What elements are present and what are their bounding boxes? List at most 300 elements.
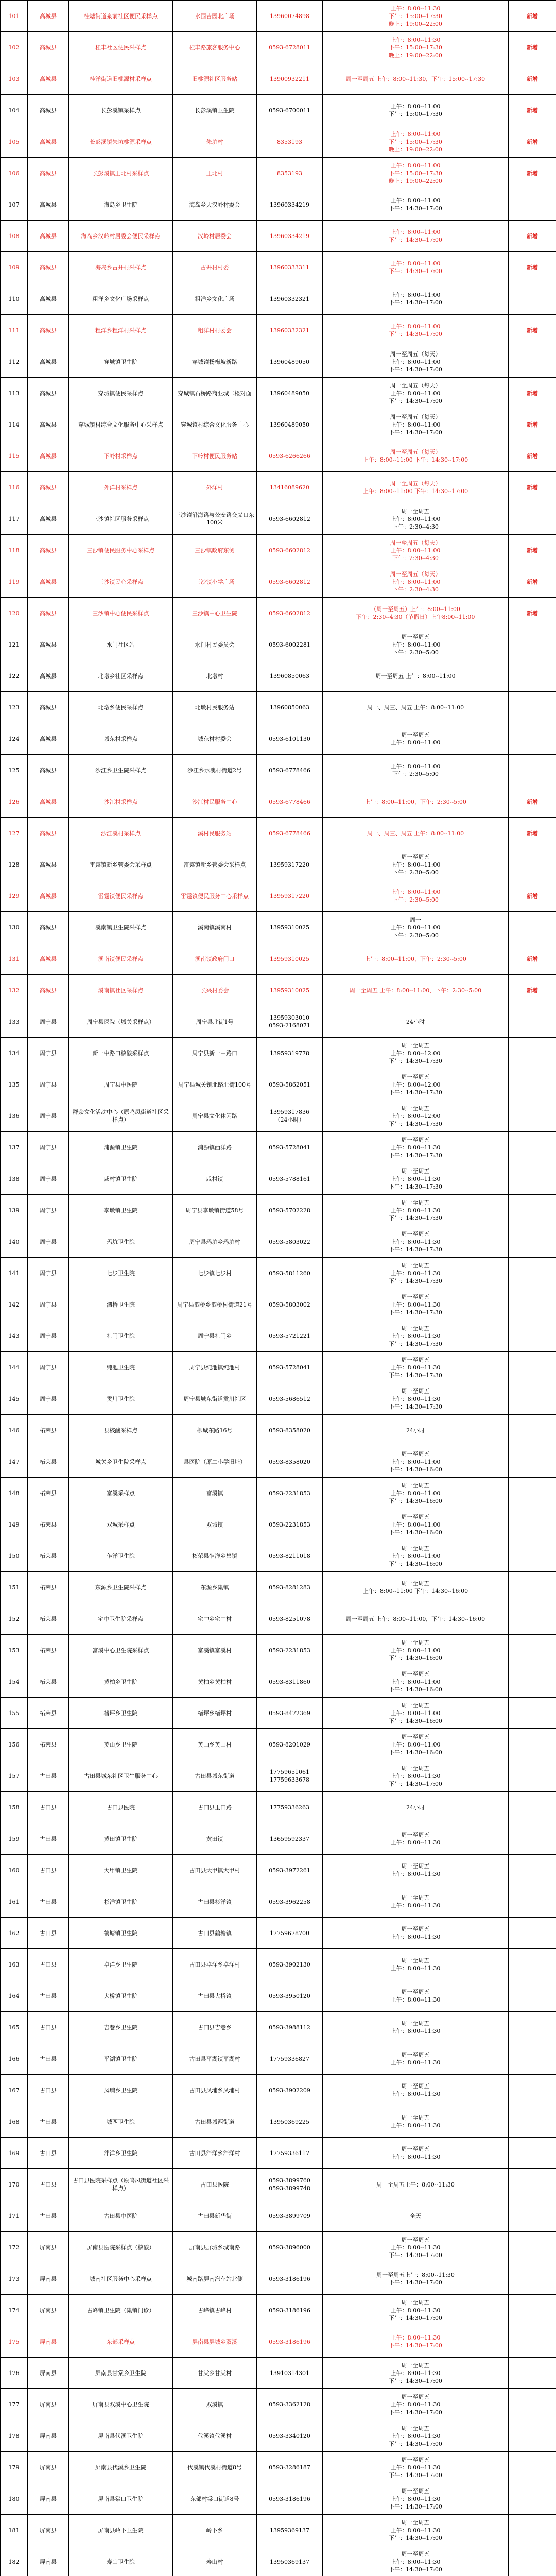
address-cell: 下岭村便民服务站 <box>173 440 257 472</box>
tag-cell <box>509 1729 556 1760</box>
site-name-cell: 屏南县医院采样点（核酸） <box>69 2232 173 2263</box>
site-name-cell: 雷霆镇新乡管委会采样点 <box>69 849 173 880</box>
phone-cell: 0593-3286187 <box>257 2452 323 2483</box>
county-cell: 高城县 <box>28 535 69 566</box>
phone-cell: 13960489050 <box>257 346 323 378</box>
phone-cell: 0593-6602812 <box>257 503 323 535</box>
site-name-cell: 浦源镇卫生院 <box>69 1132 173 1163</box>
table-row <box>1 1006 556 1038</box>
row-number: 130 <box>1 912 28 943</box>
address-cell: 周宁县玛坑乡玛坑村 <box>173 1226 257 1258</box>
hours-cell: 周一至周五 上午：8:00--11:00 下午：14:30--16:00 <box>323 1698 509 1729</box>
site-name-cell: 北墩乡便民采样点 <box>69 692 173 723</box>
table-row <box>1 1949 556 1980</box>
address-cell: 三沙镇政府东侧 <box>173 535 257 566</box>
table-row <box>1 2326 556 2358</box>
county-cell: 周宁县 <box>28 1258 69 1289</box>
county-cell: 高城县 <box>28 629 69 660</box>
address-cell: 柳城东路16号 <box>173 1415 257 1446</box>
address-cell: 海岛乡大汉岭村委会 <box>173 189 257 221</box>
county-cell: 高城县 <box>28 221 69 252</box>
phone-cell: 0593-6778466 <box>257 755 323 786</box>
table-row <box>1 315 556 346</box>
table-row <box>1 818 556 849</box>
row-number: 153 <box>1 1635 28 1666</box>
phone-cell: 0593-3186196 <box>257 2295 323 2326</box>
table-row <box>1 1698 556 1729</box>
address-cell: 溪南镇政府门口 <box>173 943 257 975</box>
site-name-cell: 三沙镇社区服务采样点 <box>69 503 173 535</box>
table-row <box>1 1352 556 1383</box>
phone-cell: 0593-2231853 <box>257 1478 323 1509</box>
county-cell: 周宁县 <box>28 1320 69 1352</box>
phone-cell: 13960489050 <box>257 409 323 440</box>
table-row <box>1 1195 556 1226</box>
row-number: 132 <box>1 975 28 1006</box>
hours-cell: 周一至周五 上午：8:00--11:30 <box>323 1886 509 1918</box>
tag-cell <box>509 2389 556 2420</box>
hours-cell: 周一至周五（每天） 上午：8:00--11:00 下午：2:30--4:30 <box>323 566 509 598</box>
site-name-cell: 古田县中医院 <box>69 2200 173 2232</box>
phone-cell: 0593-3962258 <box>257 1886 323 1918</box>
row-number: 177 <box>1 2389 28 2420</box>
county-cell: 屏南县 <box>28 2263 69 2295</box>
row-number: 175 <box>1 2326 28 2358</box>
site-name-cell: 外洋村采样点 <box>69 472 173 503</box>
address-cell: 水门村民委员会 <box>173 629 257 660</box>
row-number: 167 <box>1 2075 28 2106</box>
tag-cell <box>509 2546 556 2576</box>
row-number: 182 <box>1 2546 28 2576</box>
tag-cell: 新增 <box>509 818 556 849</box>
row-number: 169 <box>1 2138 28 2169</box>
phone-cell: 0593-3896000 <box>257 2232 323 2263</box>
row-number: 125 <box>1 755 28 786</box>
phone-cell: 0593-6101130 <box>257 723 323 755</box>
site-name-cell: 黄田镇卫生院 <box>69 1823 173 1855</box>
table-row <box>1 1100 556 1132</box>
row-number: 133 <box>1 1006 28 1038</box>
phone-cell: 0593-6602812 <box>257 598 323 629</box>
table-row <box>1 566 556 598</box>
site-name-cell: 东源乡卫生院采样点 <box>69 1572 173 1603</box>
row-number: 121 <box>1 629 28 660</box>
tag-cell <box>509 1760 556 1792</box>
address-cell: 溪南镇溪南村 <box>173 912 257 943</box>
hours-cell: 周一至周五 上午：8:00--11:00 下午：14:30--16:00 <box>323 1729 509 1760</box>
tag-cell <box>509 1226 556 1258</box>
phone-cell: 0593-5803022 <box>257 1226 323 1258</box>
table-row <box>1 535 556 566</box>
row-number: 180 <box>1 2483 28 2515</box>
hours-cell: 周一至周五 上午：8:00--11:30 下午：14:30--17:00 <box>323 2515 509 2546</box>
site-name-cell: 沙江乡卫生院采样点 <box>69 755 173 786</box>
table-row <box>1 440 556 472</box>
table-row <box>1 943 556 975</box>
county-cell: 周宁县 <box>28 1132 69 1163</box>
row-number: 140 <box>1 1226 28 1258</box>
hours-cell: 24小时 <box>323 1792 509 1823</box>
tag-cell: 新增 <box>509 943 556 975</box>
county-cell: 古田县 <box>28 1949 69 1980</box>
phone-cell: 13959303010 0593-2168071 <box>257 1006 323 1038</box>
row-number: 164 <box>1 1980 28 2012</box>
table-row <box>1 2043 556 2075</box>
phone-cell: 0593-5728041 <box>257 1132 323 1163</box>
address-cell: 旧桃源社区服务站 <box>173 63 257 95</box>
hours-cell: 周一至周五 上午：8:00--11:30 下午：14:30--17:00 <box>323 2546 509 2576</box>
hours-cell: 周一至周五 上午：8:00--12:00 下午：14:30--17:30 <box>323 1069 509 1100</box>
phone-cell: 0593-8211018 <box>257 1540 323 1572</box>
hours-cell: 周一至周五 上午：8:00--11:30 下午：14:30--17:00 <box>323 2232 509 2263</box>
row-number: 117 <box>1 503 28 535</box>
phone-cell: 13960489050 <box>257 378 323 409</box>
phone-cell: 0593-5721221 <box>257 1320 323 1352</box>
site-name-cell: 屏南县代溪卫生院 <box>69 2420 173 2452</box>
phone-cell: 13959310025 <box>257 912 323 943</box>
tag-cell: 新增 <box>509 221 556 252</box>
table-row <box>1 2232 556 2263</box>
tag-cell <box>509 2452 556 2483</box>
county-cell: 高城县 <box>28 126 69 158</box>
hours-cell: 周一至周五 上午：8:00--11:30 下午：14:30--17:30 <box>323 1352 509 1383</box>
address-cell: 外洋村 <box>173 472 257 503</box>
county-cell: 古田县 <box>28 2012 69 2043</box>
site-name-cell: 县核酸采样点 <box>69 1415 173 1446</box>
tag-cell <box>509 1383 556 1415</box>
row-number: 143 <box>1 1320 28 1352</box>
site-name-cell: 城关乡卫生院采样点 <box>69 1446 173 1478</box>
phone-cell: 8353193 <box>257 158 323 189</box>
address-cell: 城南路屏南汽车站北侧 <box>173 2263 257 2295</box>
county-cell: 屏南县 <box>28 2483 69 2515</box>
table-row <box>1 2483 556 2515</box>
tag-cell: 新增 <box>509 472 556 503</box>
hours-cell: 周一至周五上午：8:00--11:30 下午：14:30--17:00 <box>323 2263 509 2295</box>
table-row <box>1 1320 556 1352</box>
row-number: 152 <box>1 1603 28 1635</box>
address-cell: 古田县新华街 <box>173 2200 257 2232</box>
row-number: 161 <box>1 1886 28 1918</box>
row-number: 156 <box>1 1729 28 1760</box>
county-cell: 屏南县 <box>28 2452 69 2483</box>
county-cell: 高城县 <box>28 880 69 912</box>
table-row <box>1 1855 556 1886</box>
address-cell: 东源乡集镇 <box>173 1572 257 1603</box>
county-cell: 周宁县 <box>28 1383 69 1415</box>
hours-cell: 周一至周五 上午：8:00--11:30 <box>323 1823 509 1855</box>
tag-cell: 新增 <box>509 158 556 189</box>
tag-cell <box>509 2012 556 2043</box>
address-cell: 柘荣县乍洋乡集镇 <box>173 1540 257 1572</box>
phone-cell: 0593-8358020 <box>257 1415 323 1446</box>
tag-cell <box>509 629 556 660</box>
site-name-cell: 屏南县甘棠乡卫生院 <box>69 2358 173 2389</box>
hours-cell: 周一至周五 上午：8:00--11:30 <box>323 1855 509 1886</box>
site-name-cell: 穿城镇便民采样点 <box>69 378 173 409</box>
hours-cell: 周一至周五上午：8:00--11:30 <box>323 2169 509 2200</box>
phone-cell: 13959310025 <box>257 943 323 975</box>
row-number: 123 <box>1 692 28 723</box>
table-row <box>1 32 556 63</box>
county-cell: 高城县 <box>28 378 69 409</box>
county-cell: 古田县 <box>28 2169 69 2200</box>
site-name-cell: 宅中卫生院采样点 <box>69 1603 173 1635</box>
site-name-cell: 屏南县代溪乡卫生院 <box>69 2452 173 2483</box>
row-number: 122 <box>1 660 28 692</box>
hours-cell: 周一至周五 上午：8:00--11:30 下午：14:30--17:30 <box>323 1226 509 1258</box>
site-name-cell: 溪南镇卫生院采样点 <box>69 912 173 943</box>
table-row <box>1 786 556 818</box>
hours-cell: 上午：8:00--11:00，下午：2:30--5:00 <box>323 786 509 818</box>
hours-cell: 上午：8:00--11:00 下午：15:00--17:30 晚上：19:00--22:00 <box>323 158 509 189</box>
address-cell: 古田县城东街道 <box>173 1760 257 1792</box>
table-row <box>1 346 556 378</box>
county-cell: 高城县 <box>28 158 69 189</box>
row-number: 137 <box>1 1132 28 1163</box>
county-cell: 周宁县 <box>28 1289 69 1320</box>
tag-cell <box>509 346 556 378</box>
row-number: 109 <box>1 252 28 283</box>
site-name-cell: 桂塘街道泉前社区便民采样点 <box>69 1 173 32</box>
site-name-cell: 双城采样点 <box>69 1509 173 1540</box>
site-name-cell: 溪南镇便民采样点 <box>69 943 173 975</box>
hours-cell: 周一至周五 上午：8:00--11:00 下午：14:30--16:00 <box>323 1509 509 1540</box>
row-number: 173 <box>1 2263 28 2295</box>
address-cell: 黄田镇 <box>173 1823 257 1855</box>
phone-cell: 13959317220 <box>257 880 323 912</box>
address-cell: 甘棠乡甘棠村 <box>173 2358 257 2389</box>
county-cell: 高城县 <box>28 849 69 880</box>
tag-cell <box>509 1949 556 1980</box>
hours-cell: 周一至周五（每天） 上午：8:00--11:00 下午：14:30--17:00 <box>323 378 509 409</box>
phone-cell: 0593-6778466 <box>257 818 323 849</box>
county-cell: 屏南县 <box>28 2515 69 2546</box>
row-number: 162 <box>1 1918 28 1949</box>
site-name-cell: 下岭村采样点 <box>69 440 173 472</box>
phone-cell: 13959317220 <box>257 849 323 880</box>
phone-cell: 13900932211 <box>257 63 323 95</box>
address-cell: 岭下乡 <box>173 2515 257 2546</box>
county-cell: 屏南县 <box>28 2420 69 2452</box>
tag-cell <box>509 2075 556 2106</box>
hours-cell: 周一至周五 上午：8:00--11:30 下午：14:30--17:30 <box>323 1289 509 1320</box>
table-row <box>1 283 556 315</box>
hours-cell: 周一至周五 上午：8:00--11:30 下午：14:30--17:00 <box>323 2358 509 2389</box>
address-cell: 寿山村 <box>173 2546 257 2576</box>
address-cell: 英山乡英山村 <box>173 1729 257 1760</box>
table-row <box>1 2389 556 2420</box>
county-cell: 柘荣县 <box>28 1603 69 1635</box>
hours-cell: 周一至周五 上午：8:00--11:30 下午：14:30--17:30 <box>323 1195 509 1226</box>
table-row <box>1 880 556 912</box>
hours-cell: 周一至周五 上午：8:00--11:00 下午：2:30--5:00 <box>323 629 509 660</box>
row-number: 126 <box>1 786 28 818</box>
tag-cell: 新增 <box>509 63 556 95</box>
phone-cell: 0593-3988112 <box>257 2012 323 2043</box>
row-number: 146 <box>1 1415 28 1446</box>
table-row <box>1 1478 556 1509</box>
phone-cell: 0593-6002281 <box>257 629 323 660</box>
tag-cell <box>509 2420 556 2452</box>
tag-cell <box>509 2295 556 2326</box>
phone-cell: 0593-6728011 <box>257 32 323 63</box>
table-row <box>1 1132 556 1163</box>
row-number: 150 <box>1 1540 28 1572</box>
site-name-cell: 粗洋乡粗洋村采样点 <box>69 315 173 346</box>
county-cell: 屏南县 <box>28 2546 69 2576</box>
row-number: 111 <box>1 315 28 346</box>
county-cell: 柘荣县 <box>28 1478 69 1509</box>
tag-cell <box>509 1666 556 1698</box>
site-name-cell: 城东村采样点 <box>69 723 173 755</box>
tag-cell <box>509 1540 556 1572</box>
tag-cell <box>509 2200 556 2232</box>
hours-cell: （周一至周五）上午：8:00--11:00 下午：2:30--4:30（节假日）上午8:00--11:00 <box>323 598 509 629</box>
site-name-cell: 古田县医院 <box>69 1792 173 1823</box>
table-row <box>1 126 556 158</box>
tag-cell <box>509 503 556 535</box>
table-row <box>1 2138 556 2169</box>
phone-cell: 13960333311 <box>257 252 323 283</box>
site-name-cell: 长彭溪镇采样点 <box>69 95 173 126</box>
table-row <box>1 2200 556 2232</box>
county-cell: 高城县 <box>28 346 69 378</box>
phone-cell: 0593-8311860 <box>257 1666 323 1698</box>
hours-cell: 上午：8:00--11:00 下午：14:30--17:00 <box>323 283 509 315</box>
site-name-cell: 长彭溪镇王北村采样点 <box>69 158 173 189</box>
table-row <box>1 2420 556 2452</box>
tag-cell <box>509 723 556 755</box>
tag-cell <box>509 1132 556 1163</box>
row-number: 102 <box>1 32 28 63</box>
tag-cell <box>509 1478 556 1509</box>
phone-cell: 17759336117 <box>257 2138 323 2169</box>
address-cell: 古田县泮洋乡泮洋村 <box>173 2138 257 2169</box>
tag-cell <box>509 2232 556 2263</box>
site-name-cell: 三沙镇便民服务中心采样点 <box>69 535 173 566</box>
site-name-cell: 海岛乡古井村采样点 <box>69 252 173 283</box>
phone-cell: 13960850063 <box>257 660 323 692</box>
phone-cell: 17759651061 17759633678 <box>257 1760 323 1792</box>
site-name-cell: 鹤塘镇卫生院 <box>69 1918 173 1949</box>
address-cell: 穿城镇石桥路商业城二楼对面 <box>173 378 257 409</box>
address-cell: 周宁县文化休闲路 <box>173 1100 257 1132</box>
address-cell: 朱坑村 <box>173 126 257 158</box>
phone-cell: 0593-8472369 <box>257 1698 323 1729</box>
address-cell: 楮坪乡楮坪村 <box>173 1698 257 1729</box>
row-number: 172 <box>1 2232 28 2263</box>
tag-cell <box>509 849 556 880</box>
site-name-cell: 古峰镇卫生院（集镇门诊） <box>69 2295 173 2326</box>
row-number: 106 <box>1 158 28 189</box>
row-number: 155 <box>1 1698 28 1729</box>
site-name-cell: 沙江村采样点 <box>69 786 173 818</box>
address-cell: 富溪镇 <box>173 1478 257 1509</box>
tag-cell <box>509 1980 556 2012</box>
tag-cell: 新增 <box>509 315 556 346</box>
tag-cell <box>509 1320 556 1352</box>
row-number: 113 <box>1 378 28 409</box>
county-cell: 古田县 <box>28 2200 69 2232</box>
county-cell: 高城县 <box>28 755 69 786</box>
hours-cell: 周一至周五 上午：8:00--11:00 下午：14:30--16:00 <box>323 1478 509 1509</box>
hours-cell: 周一至周五 上午：8:00--11:00 下午：14:30--16:00 <box>323 1635 509 1666</box>
row-number: 160 <box>1 1855 28 1886</box>
hours-cell: 周一至周五 上午：8:00--11:30 <box>323 2138 509 2169</box>
table-row <box>1 2169 556 2200</box>
address-cell: 周宁县纯池镇纯池村 <box>173 1352 257 1383</box>
hours-cell: 周一至周五（每天） 上午：8:00--11:00 下午：14:30--17:00 <box>323 472 509 503</box>
address-cell: 北墩村 <box>173 660 257 692</box>
row-number: 179 <box>1 2452 28 2483</box>
county-cell: 屏南县 <box>28 2358 69 2389</box>
hours-cell: 周一至周五（每天） 上午：8:00--11:00 下午：14:30--17:00 <box>323 440 509 472</box>
address-cell: 古田县玉田路 <box>173 1792 257 1823</box>
site-name-cell: 东部采样点 <box>69 2326 173 2358</box>
site-name-cell: 凤埔乡卫生院 <box>69 2075 173 2106</box>
table-row <box>1 409 556 440</box>
address-cell: 咸村镇 <box>173 1163 257 1195</box>
phone-cell: 0593-5686512 <box>257 1383 323 1415</box>
county-cell: 古田县 <box>28 1918 69 1949</box>
county-cell: 周宁县 <box>28 1038 69 1069</box>
row-number: 157 <box>1 1760 28 1792</box>
county-cell: 柘荣县 <box>28 1635 69 1666</box>
phone-cell: 0593-3340120 <box>257 2420 323 2452</box>
table-row <box>1 2012 556 2043</box>
phone-cell: 13959310025 <box>257 975 323 1006</box>
table-row <box>1 1383 556 1415</box>
site-name-cell: 海岛乡卫生院 <box>69 189 173 221</box>
row-number: 176 <box>1 2358 28 2389</box>
address-cell: 古田县杉洋镇 <box>173 1886 257 1918</box>
county-cell: 古田县 <box>28 1760 69 1792</box>
row-number: 135 <box>1 1069 28 1100</box>
tag-cell: 新增 <box>509 440 556 472</box>
phone-cell: 0593-3899760 0593-3899748 <box>257 2169 323 2200</box>
row-number: 103 <box>1 63 28 95</box>
phone-cell: 17759678700 <box>257 1918 323 1949</box>
hours-cell: 周一、周三、周五 上午：8:00--11:00 <box>323 692 509 723</box>
phone-cell: 0593-5862051 <box>257 1069 323 1100</box>
address-cell: 雷霆镇便民服务中心采样点 <box>173 880 257 912</box>
phone-cell: 17759336263 <box>257 1792 323 1823</box>
tag-cell <box>509 1635 556 1666</box>
table-row <box>1 95 556 126</box>
phone-cell: 13960850063 <box>257 692 323 723</box>
table-row <box>1 1038 556 1069</box>
address-cell: 古田县卓洋乡卓洋村 <box>173 1949 257 1980</box>
hours-cell: 周一至周五（每天） 上午：8:00--11:00 下午：14:30--17:00 <box>323 346 509 378</box>
table-row <box>1 2546 556 2576</box>
row-number: 148 <box>1 1478 28 1509</box>
county-cell: 高城县 <box>28 598 69 629</box>
table-row <box>1 629 556 660</box>
site-name-cell: 北墩乡社区采样点 <box>69 660 173 692</box>
site-name-cell: 咸村镇卫生院 <box>69 1163 173 1195</box>
hours-cell: 上午：8:00--11:30 下午：15:00--17:30 晚上：19:00--22:00 <box>323 32 509 63</box>
hours-cell: 周一至周五 上午：8:00--11:30 下午：14:30--17:30 <box>323 1163 509 1195</box>
table-row <box>1 1666 556 1698</box>
hours-cell: 24小时 <box>323 1415 509 1446</box>
table-row <box>1 189 556 221</box>
table-row <box>1 63 556 95</box>
row-number: 145 <box>1 1383 28 1415</box>
site-name-cell: 雷霆镇便民采样点 <box>69 880 173 912</box>
hours-cell: 周一至周五 上午：8:00--11:00 下午：14:30--16:00 <box>323 1540 509 1572</box>
county-cell: 周宁县 <box>28 1352 69 1383</box>
